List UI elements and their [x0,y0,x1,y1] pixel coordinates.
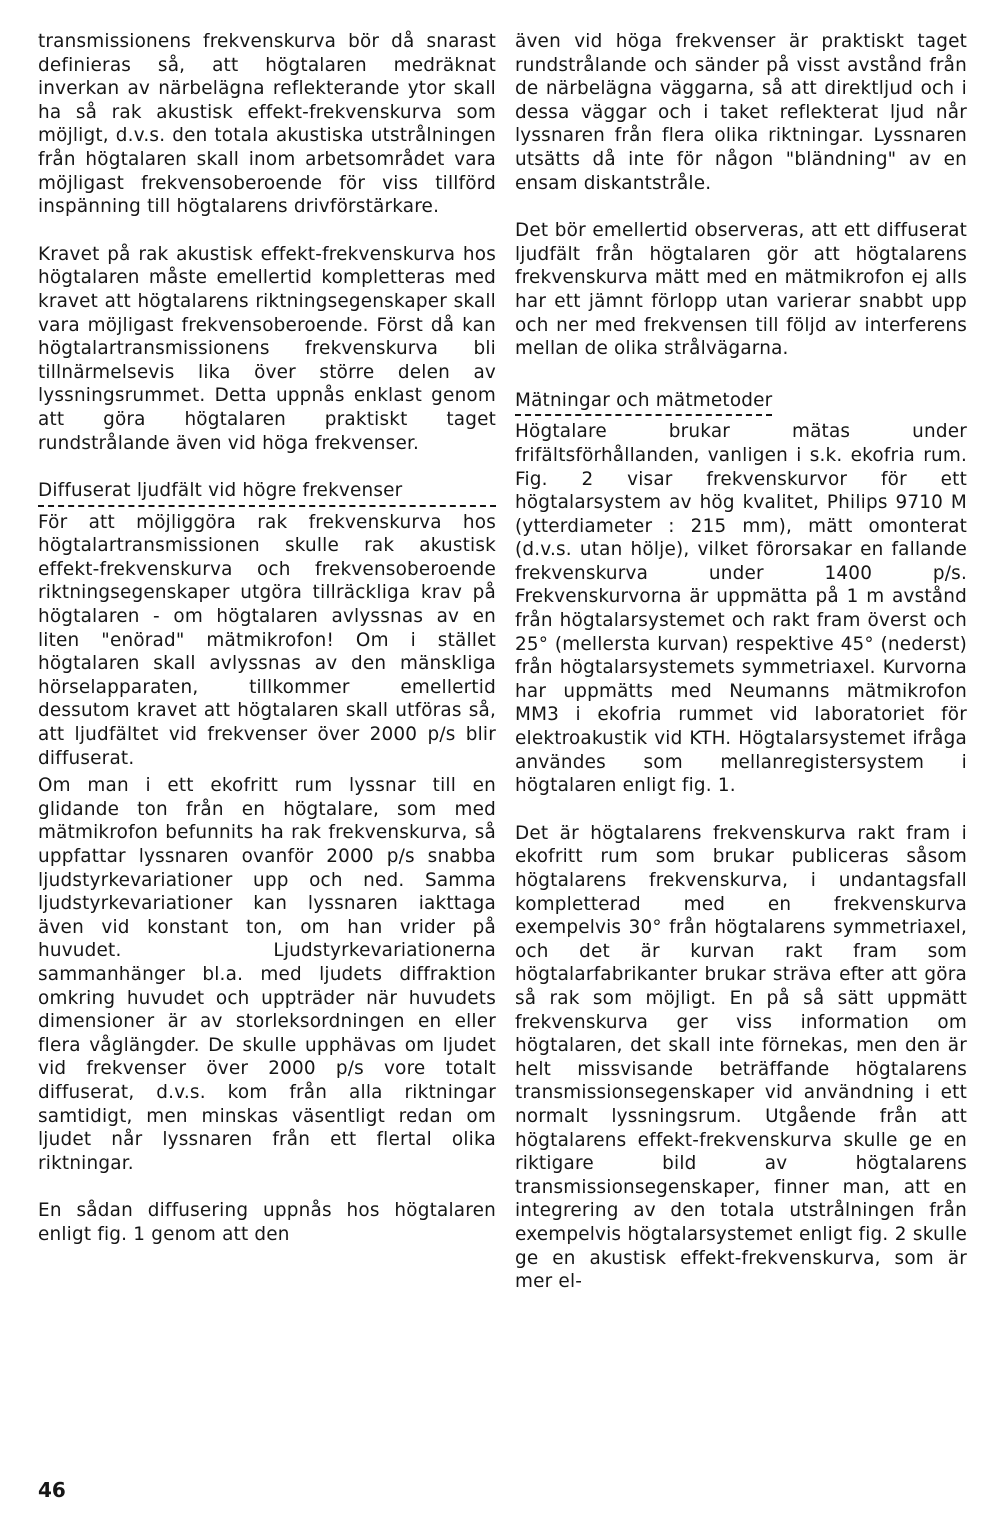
left-paragraph-3: För att möjliggöra rak frekvenskurva hos högtalartransmissionen skulle rak akustisk effekt-frekvenskurva och frekvensoberoende riktningsegenskaper utgöra tillräckliga krav på högtalaren - om högtalaren avlyssnas av en liten "enörad" mätmikrofon! Om i stället högtalaren skall avlyssnas av den mänskliga hörselapparaten, tillkommer emellertid dessutom kravet att högtalaren skall utföras så, att ljudfältet vid frekvenser över 2000 p/s blir diffuserat. [38,511,496,769]
section-heading-matningar: Mätningar och mätmetoder [515,389,772,417]
left-paragraph-2: Kravet på rak akustisk effekt-frekvenskurva hos högtalaren måste emellertid kompletteras med kravet att högtalarens riktningsegenskaper skall vara möjligast frekvensoberoende. Först då kan högtalartransmissionens frekvenskurva bli tillnärmelsevis lika över större delen av lyssningsrummet. Detta uppnås enklast genom att göra högtalaren praktiskt taget rundstrålande även vid höga frekvenser. [38,243,496,454]
left-paragraph-1: transmissionens frekvenskurva bör då snarast definieras så, att högtalaren medräknat inverkan av närbelägna reflekterande ytor skall ha så rak akustisk effekt-frekvenskurva som möjligt, d.v.s. den totala akustiska utstrålningen från högtalaren skall inom arbetsområdet vara möjligast frekvensoberoende för viss tillförd inspänning till högtalarens drivförstärkare. [38,31,496,218]
right-paragraph-2: Det bör emellertid observeras, att ett diffuserat ljudfält från högtalaren gör att högtalarens frekvenskurva mätt med en mätmikrofon ej alls har ett jämnt förlopp utan varierar snabbt upp och ner med frekvensen till följd av interferens mellan de olika strålvägarna. [515,220,967,360]
page-number: 46 [38,1478,66,1502]
left-paragraph-4: Om man i ett ekofritt rum lyssnar till en glidande ton från en högtalare, som med mätmikrofon befunnits ha rak frekvenskurva, så uppfattar lyssnaren ovanför 2000 p/s snabba ljudstyrkevariationer upp och ned. Samma ljudstyrkevariationer kan lyssnaren iakttaga även vid konstant ton, om han vrider på huvudet. Ljudstyrkevariationerna sammanhänger bl.a. med ljudets diffraktion omkring huvudet och uppträder när huvudets dimensioner är av storleksordningen en eller flera våglängder. De skulle upphävas om ljudet vid frekvenser över 2000 p/s vore totalt diffuserat, d.v.s. kom från alla riktningar samtidigt, men minskas väsentligt redan om ljudet når lyssnaren från ett flertal olika riktningar. [38,775,496,1174]
section-heading-diffuserat: Diffuserat ljudfält vid högre frekvenser [38,479,496,507]
right-paragraph-4: Det är högtalarens frekvenskurva rakt fram i ekofritt rum som brukar publiceras såsom högtalarens frekvenskurva, i undantagsfall kompletterad med en frekvenskurva exempelvis 30° från högtalarens symmetriaxel, och det är kurvan rakt fram som högtalarfabrikanter brukar sträva efter att göra så rak som möjligt. En på så sätt uppmätt frekvenskurva ger viss information om högtalaren, det skall inte förnekas, men den är helt missvisande beträffande högtalarens transmissionsegenskaper vid användning i ett normalt lyssningsrum. Utgående från att högtalarens effekt-frekvenskurva skulle ge en riktigare bild av högtalarens transmissionsegenskaper, finner man, att en integrering av den totala utstrålningen från exempelvis högtalarsystemet enligt fig. 2 skulle ge en akustisk effekt-frekvenskurva, som är mer el- [515,822,967,1293]
left-column [38,30,496,1247]
right-column [515,30,967,1294]
left-paragraph-5: En sådan diffusering uppnås hos högtalaren enligt fig. 1 genom att den [38,1200,496,1245]
right-paragraph-3: Högtalare brukar mätas under frifältsförhållanden, vanligen i s.k. ekofria rum. Fig. 2 visar frekvenskurvor för ett högtalarsystem av hög kvalitet, Philips 9710 M (ytterdiameter : 215 mm), mätt omonterat (d.v.s. utan hölje), vilket förorsakar en fallande frekvenskurva under 1400 p/s. Frekvenskurvorna är uppmätta på 1 m avstånd från högtalarsystemet och rakt fram överst och 25° (mellersta kurvan) respektive 45° (nederst) från högtalarsystemets symmetriaxel. Kurvorna har uppmätts med Neumanns mätmikrofon MM3 i ekofria rummet vid laboratoriet för elektroakustik vid KTH. Högtalarsystemet ifråga användes som mellanregistersystem i högtalaren enligt fig. 1. [515,421,967,797]
right-paragraph-1: även vid höga frekvenser är praktiskt taget rundstrålande och sänder på visst avstånd från de närbelägna väggarna, så att direktljud och i dessa väggar och i taket reflekterat ljud når lyssnaren från flera olika riktningar. Lyssnaren utsätts då inte för någon "bländning" av en ensam diskantstråle. [515,31,967,194]
